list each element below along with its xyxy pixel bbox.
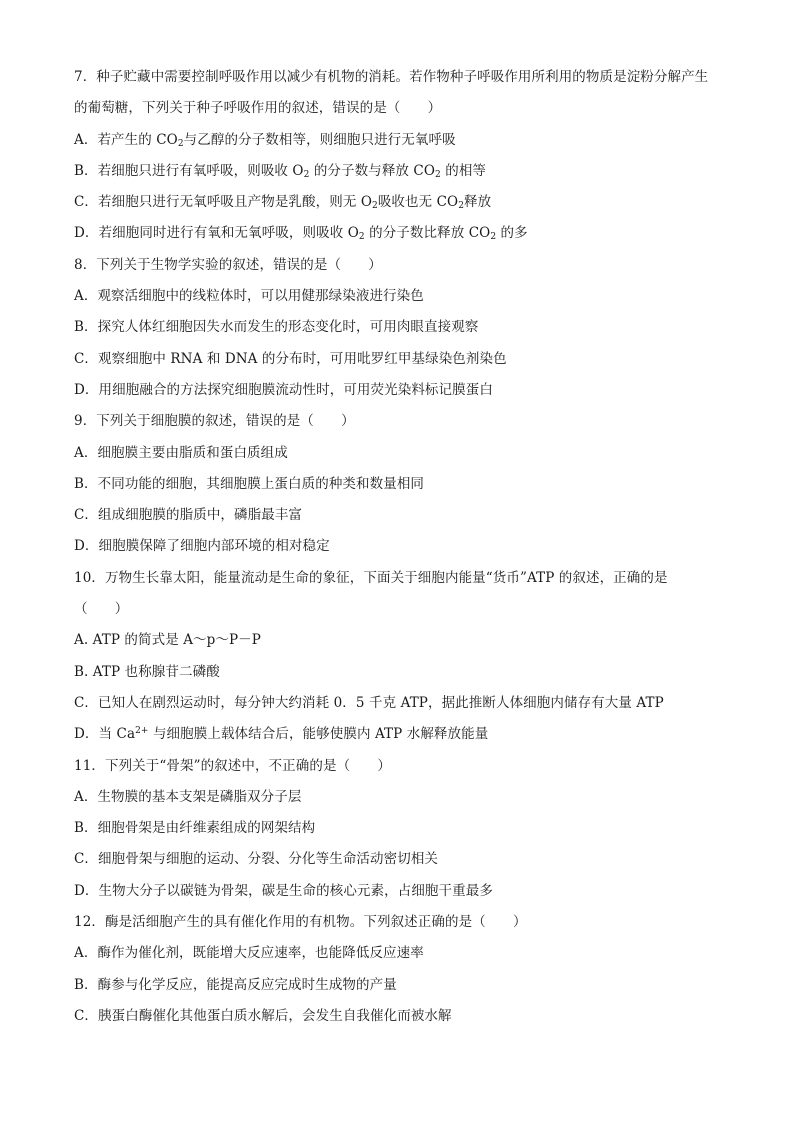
q11-option-c: C．细胞骨架与细胞的运动、分裂、分化等生命活动密切相关 [74,851,439,868]
q11-option-d: D．生物大分子以碳链为骨架，碳是生命的核心元素，占细胞干重最多 [74,882,493,899]
q11-option-a: A．生物膜的基本支架是磷脂双分子层 [74,788,302,805]
q8-stem: 8．下列关于生物学实验的叙述，错误的是（ ） [74,256,382,273]
q10-stem-line-1: 10．万物生长靠太阳，能量流动是生命的象征，下面关于细胞内能量“货币”ATP 的叙述，正确的是 [74,569,668,586]
q9-option-b: B．不同功能的细胞，其细胞膜上蛋白质的种类和数量相同 [74,475,425,492]
q8-option-d: D．用细胞融合的方法探究细胞膜流动性时，可用荧光染料标记膜蛋白 [74,381,493,398]
q10-option-a: A. ATP 的简式是 A～p～P－P [74,632,261,649]
q10-option-b: B. ATP 也称腺苷二磷酸 [74,663,220,680]
q7-option-b: B．若细胞只进行有氧呼吸，则吸收 $O_2$ 的分子数与释放 $CO_2$ 的相等 [74,162,487,180]
q8-option-b: B．探究人体红细胞因失水而发生的形态变化时，可用肉眼直接观察 [74,319,479,336]
q7-option-d: D．若细胞同时进行有氧和无氧呼吸，则吸收 $O_2$ 的分子数比释放 $CO_2$ 的多 [74,225,528,243]
exam-page [74,62,734,1032]
q9-option-a: A．细胞膜主要由脂质和蛋白质组成 [74,444,288,461]
q12-stem: 12．酶是活细胞产生的具有催化作用的有机物。下列叙述正确的是（ ） [74,914,527,931]
q12-option-b: B．酶参与化学反应，能提高反应完成时生成物的产量 [74,976,397,993]
q11-stem: 11．下列关于“骨架”的叙述中，不正确的是（ ） [74,757,391,774]
q9-option-d: D．细胞膜保障了细胞内部环境的相对稳定 [74,538,330,555]
q10-stem-line-2: （ ） [74,601,129,618]
q12-option-c: C．胰蛋白酶催化其他蛋白质水解后，会发生自我催化而被水解 [74,1007,452,1024]
q7-option-c: C．若细胞只进行无氧呼吸且产物是乳酸，则无 $O_2$吸收也无 $CO_2$释放 [74,194,492,212]
q10-option-c: C．已知人在剧烈运动时，每分钟大约消耗 0．5 千克 ATP，据此推断人体细胞内储存有大量 ATP [74,694,664,711]
q10-option-d: D．当 $Ca^{2+}$ 与细胞膜上载体结合后，能够使膜内 ATP 水解释放能量 [74,726,489,743]
q8-option-c: C．观察细胞中 RNA 和 DNA 的分布时，可用吡罗红甲基绿染色剂染色 [74,350,507,367]
q9-option-c: C．组成细胞膜的脂质中，磷脂最丰富 [74,507,303,524]
q7-stem-line-2: 的葡萄糖，下列关于种子呼吸作用的叙述，错误的是（ ） [74,100,442,117]
q12-option-a: A．酶作为催化剂，既能增大反应速率，也能降低反应速率 [74,945,424,962]
q7-option-a: A．若产生的 $CO_2$与乙醇的分子数相等，则细胞只进行无氧呼吸 [74,131,456,149]
q7-stem-line-1: 7．种子贮藏中需要控制呼吸作用以减少有机物的消耗。若作物种子呼吸作用所利用的物质是淀粉分解产生 [74,69,709,85]
q9-stem: 9．下列关于细胞膜的叙述，错误的是（ ） [74,413,355,430]
q11-option-b: B．细胞骨架是由纤维素组成的网架结构 [74,820,316,837]
q8-option-a: A．观察活细胞中的线粒体时，可以用健那绿染液进行染色 [74,288,424,305]
